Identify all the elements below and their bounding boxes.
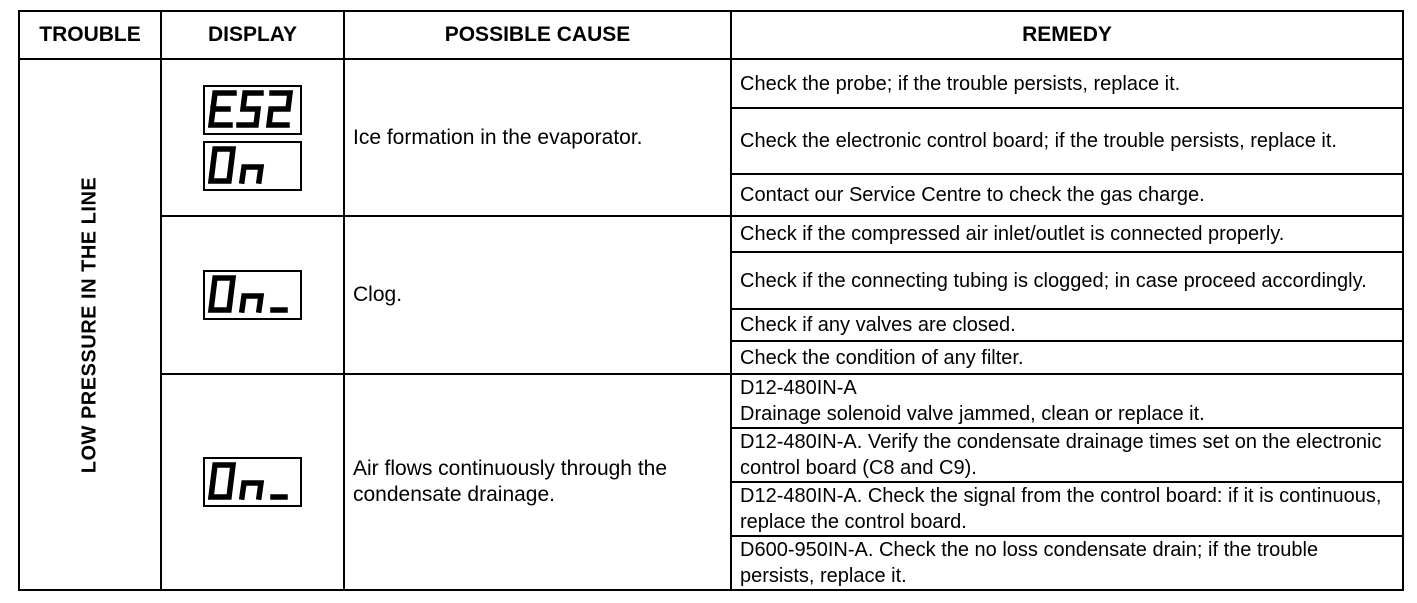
trouble-cell: [19, 59, 161, 590]
lcd-display-on-underscore: [203, 270, 302, 320]
header-row: [19, 11, 1403, 59]
remedy-cell: Check if the compressed air inlet/outlet is connected properly.: [731, 216, 1403, 252]
table-row: [19, 216, 1403, 252]
remedy-cell: Contact our Service Centre to check the gas charge.: [731, 174, 1403, 216]
remedy-cell: D12-480IN-A. Check the signal from the control board: if it is continuous, replace the control board.: [731, 482, 1403, 536]
lcd-es2-icon: [205, 87, 300, 133]
remedy-cell: D600-950IN-A. Check the no loss condensate drain; if the trouble persists, replace it.: [731, 536, 1403, 590]
header-trouble: TROUBLE: [19, 11, 161, 59]
display-cell: [161, 216, 344, 374]
remedy-model: D12-480IN-A: [740, 377, 857, 399]
table-row: [19, 59, 1403, 108]
troubleshooting-table: [18, 10, 1404, 591]
cause-cell: Air flows continuously through the condensate drainage.: [344, 374, 731, 590]
cause-cell: Ice formation in the evaporator.: [344, 59, 731, 216]
header-possible-cause: POSSIBLE CAUSE: [344, 11, 731, 59]
remedy-text: Drainage solenoid valve jammed, clean or replace it.: [740, 403, 1205, 425]
lcd-on-underscore-icon: [205, 272, 300, 318]
lcd-display-on: [203, 141, 302, 191]
remedy-cell: Check if any valves are closed.: [731, 309, 1403, 341]
display-cell: [161, 374, 344, 590]
remedy-cell: D12-480IN-A. Verify the condensate drainage times set on the electronic control board (C8 and C9).: [731, 428, 1403, 482]
header-remedy: REMEDY: [731, 11, 1403, 59]
remedy-cell: Check the probe; if the trouble persists, replace it.: [731, 59, 1403, 108]
lcd-on-underscore-icon: [205, 459, 300, 505]
trouble-label: LOW PRESSURE IN THE LINE: [78, 176, 101, 473]
remedy-cell: Check the condition of any filter.: [731, 341, 1403, 374]
table-row: [19, 374, 1403, 428]
header-display: DISPLAY: [161, 11, 344, 59]
remedy-cell: Check the electronic control board; if the trouble persists, replace it.: [731, 108, 1403, 174]
cause-cell: Clog.: [344, 216, 731, 374]
lcd-display-on-underscore: [203, 457, 302, 507]
remedy-cell: [731, 374, 1403, 428]
lcd-on-icon: [205, 143, 300, 189]
lcd-display-es2: [203, 85, 302, 135]
display-cell: [161, 59, 344, 216]
remedy-cell: Check if the connecting tubing is clogged; in case proceed accordingly.: [731, 252, 1403, 309]
